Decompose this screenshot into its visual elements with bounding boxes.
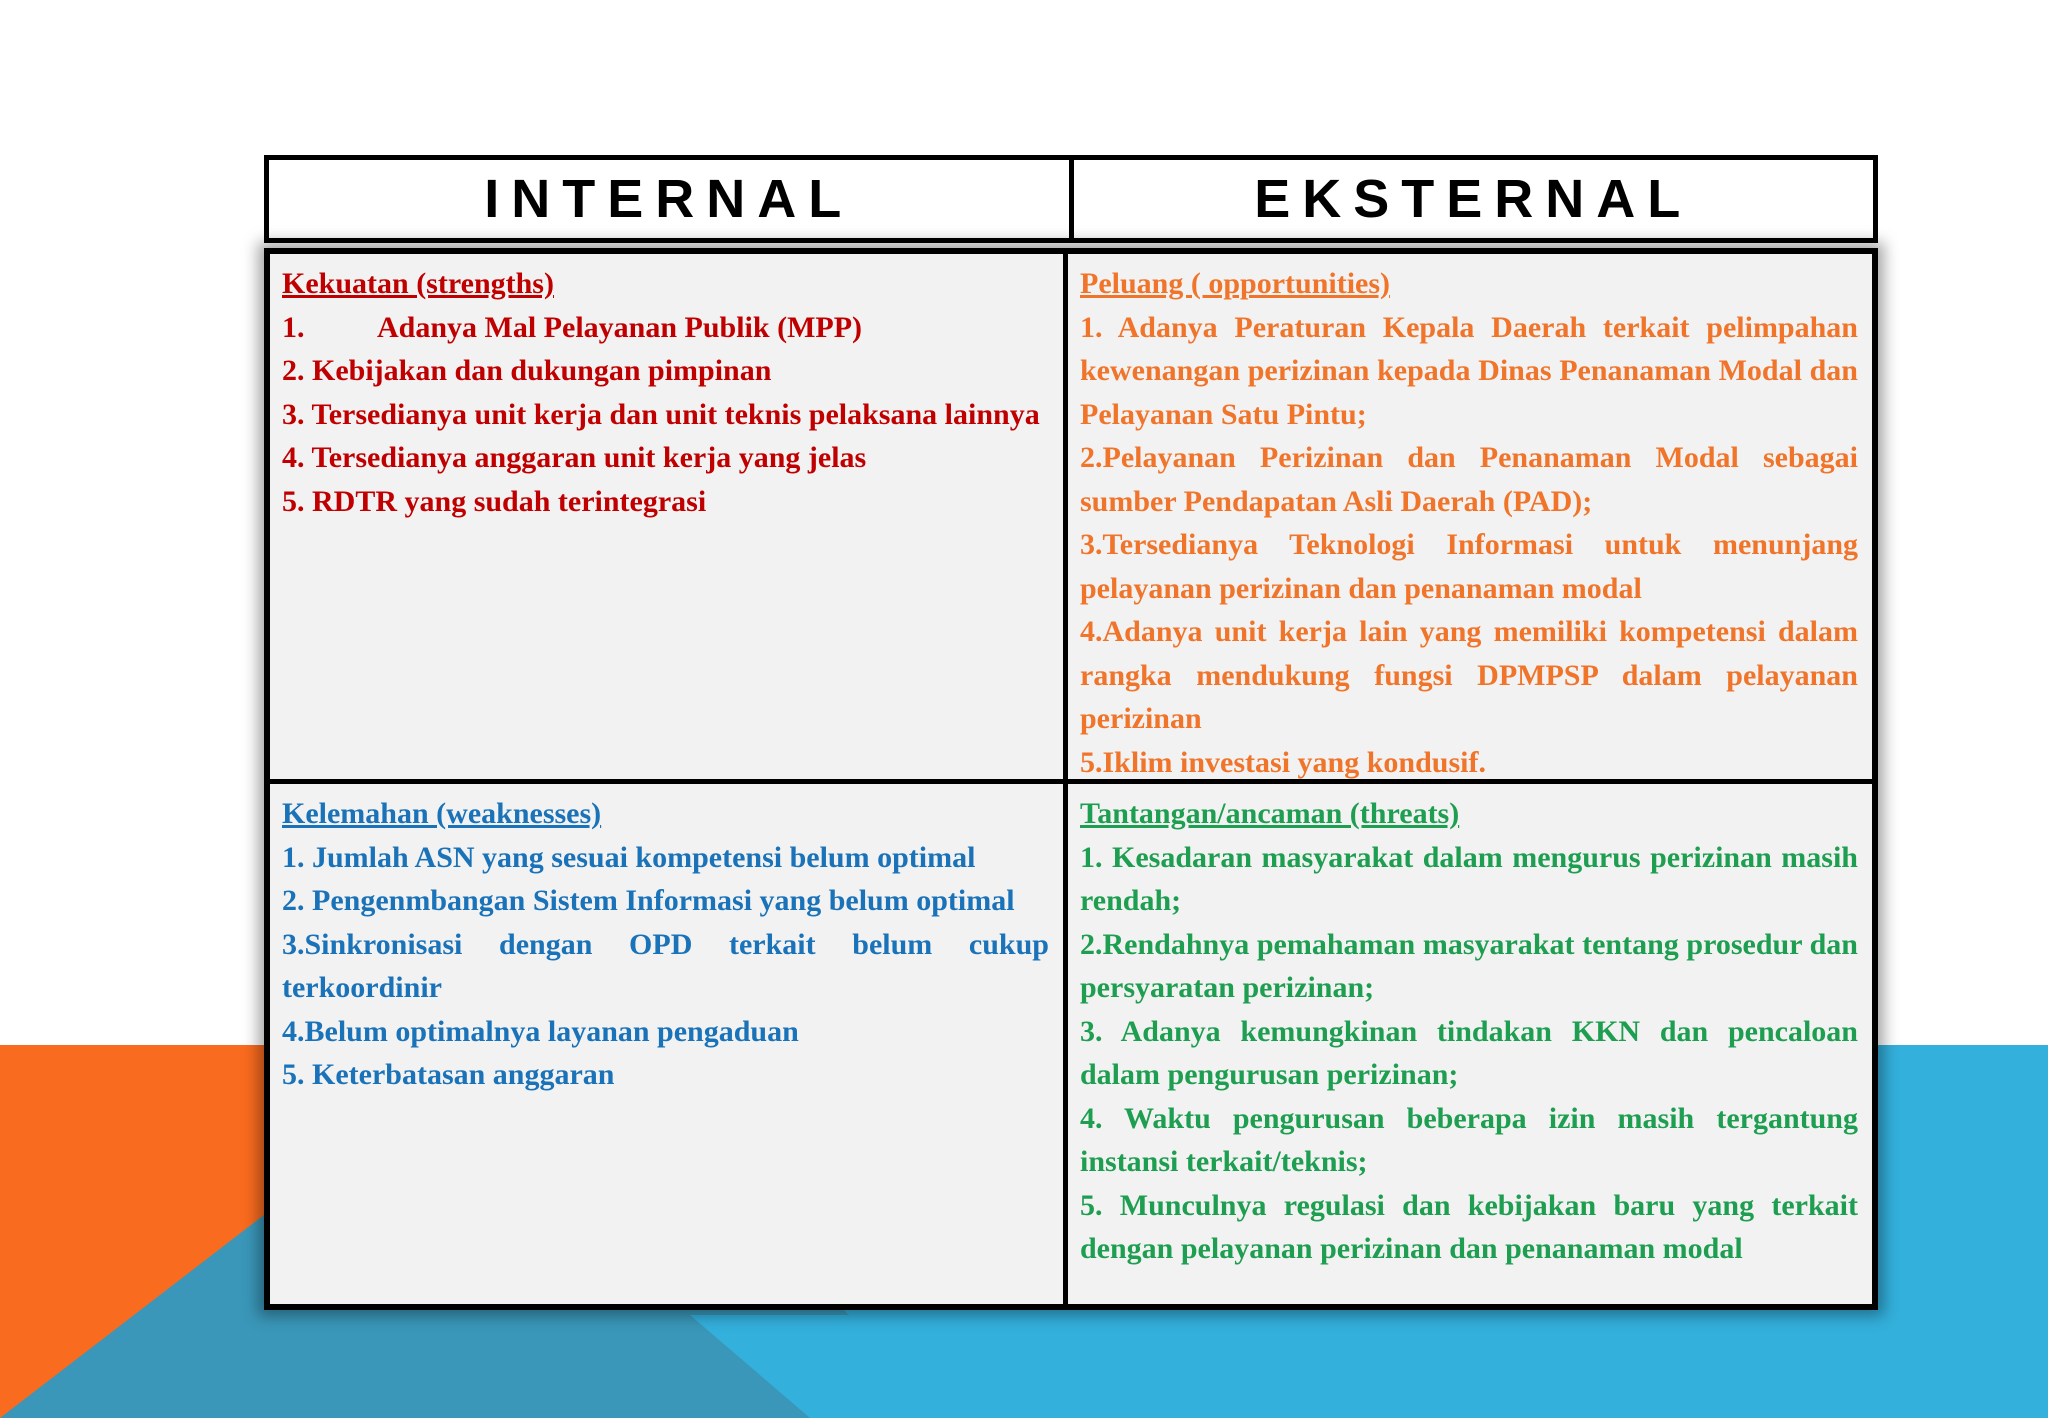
threats-item: 5. Munculnya regulasi dan kebijakan baru yang terkait dengan pelayanan perizinan dan penanaman modal	[1080, 1188, 1858, 1265]
opportunities-cell	[1068, 254, 1872, 784]
strengths-title: Kekuatan (strengths)	[282, 267, 554, 300]
weaknesses-item: 2. Pengenmbangan Sistem Informasi yang belum optimal	[282, 884, 1015, 917]
strengths-cell	[270, 254, 1068, 784]
threats-item: 3. Adanya kemungkinan tindakan KKN dan pencaloan dalam pengurusan perizinan;	[1080, 1014, 1858, 1091]
opportunities-item: 1. Adanya Peraturan Kepala Daerah terkait pelimpahan kewenangan perizinan kepada Dinas Penanaman Modal dan Pelayanan Satu Pintu;	[1080, 310, 1858, 431]
opportunities-item: 5.Iklim investasi yang kondusif.	[1080, 745, 1486, 779]
header-eksternal: EKSTERNAL	[1254, 169, 1693, 229]
threats-item: 2.Rendahnya pemahaman masyarakat tentang prosedur dan persyaratan perizinan;	[1080, 927, 1858, 1004]
strengths-item: 4. Tersedianya anggaran unit kerja yang jelas	[282, 441, 867, 474]
threats-item: 1. Kesadaran masyarakat dalam mengurus perizinan masih rendah;	[1080, 840, 1858, 917]
strengths-item: 3. Tersedianya unit kerja dan unit teknis pelaksana lainnya	[282, 397, 1040, 431]
opportunities-item: 3.Tersedianya Teknologi Informasi untuk menunjang pelayanan perizinan dan penanaman modal	[1080, 528, 1858, 605]
strengths-item: 2. Kebijakan dan dukungan pimpinan	[282, 354, 772, 387]
threats-item: 4. Waktu pengurusan beberapa izin masih tergantung instansi terkait/teknis;	[1080, 1101, 1858, 1178]
weaknesses-item: 4.Belum optimalnya layanan pengaduan	[282, 1014, 799, 1048]
threats-title: Tantangan/ancaman (threats)	[1080, 797, 1460, 830]
weaknesses-item: 5. Keterbatasan anggaran	[282, 1058, 615, 1091]
strengths-item-number: 1.	[282, 310, 305, 344]
weaknesses-item: 3.Sinkronisasi dengan OPD terkait belum cukup terkoordinir	[282, 927, 1049, 1004]
strengths-item-text: Adanya Mal Pelayanan Publik (MPP)	[377, 310, 863, 344]
swot-table	[264, 248, 1878, 1310]
threats-cell	[1068, 784, 1872, 1304]
strengths-item: 5. RDTR yang sudah terintegrasi	[282, 484, 707, 518]
opportunities-title: Peluang ( opportunities)	[1080, 267, 1391, 300]
opportunities-item: 4.Adanya unit kerja lain yang memiliki kompetensi dalam rangka mendukung fungsi DPMPSP dalam pelayanan perizinan	[1080, 615, 1858, 735]
swot-header-row	[264, 155, 1878, 243]
strengths-item	[282, 306, 1049, 350]
weaknesses-cell	[270, 784, 1068, 1304]
header-internal: INTERNAL	[269, 160, 1074, 238]
weaknesses-title: Kelemahan (weaknesses)	[282, 797, 602, 830]
weaknesses-item: 1. Jumlah ASN yang sesuai kompetensi belum optimal	[282, 840, 976, 874]
opportunities-item: 2.Pelayanan Perizinan dan Penanaman Modal sebagai sumber Pendapatan Asli Daerah (PAD);	[1080, 441, 1858, 518]
